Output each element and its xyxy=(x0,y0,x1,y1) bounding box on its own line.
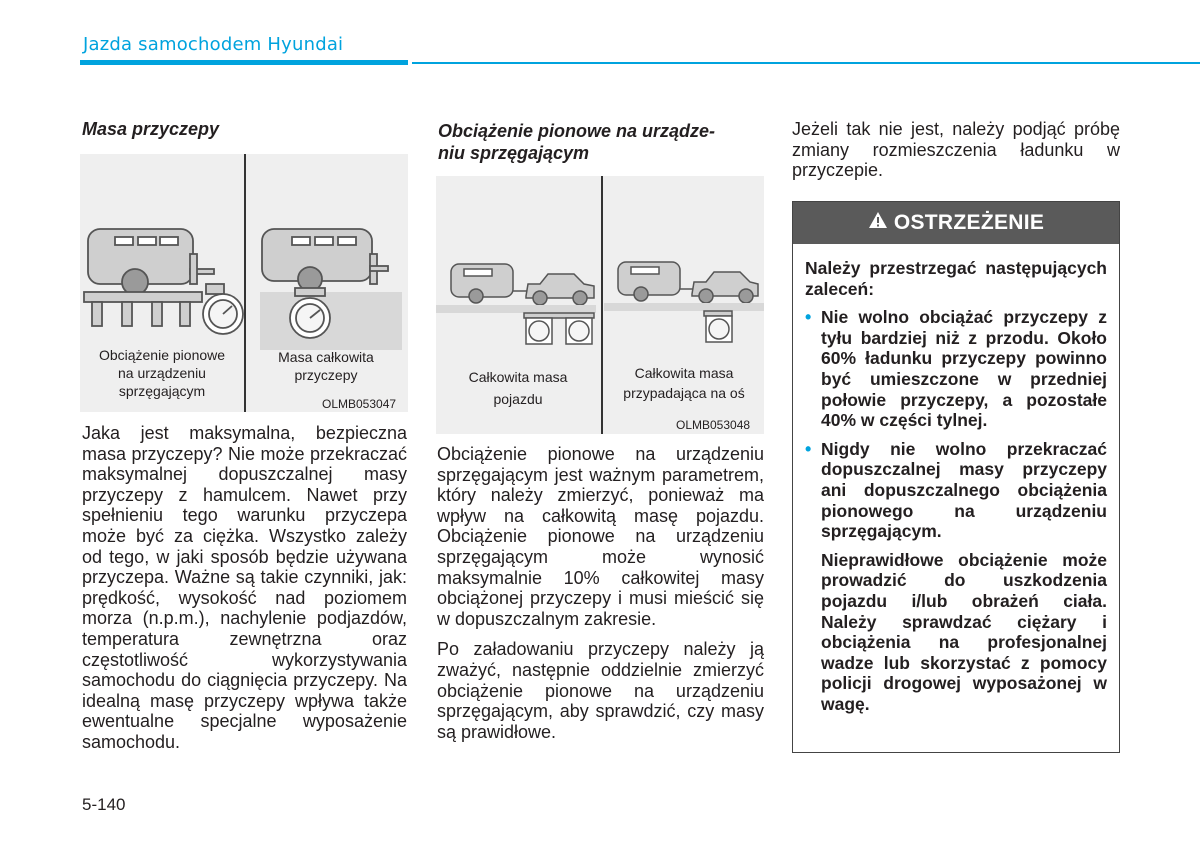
figure-code: OLMB053048 xyxy=(676,418,751,432)
warning-intro: Należy przestrzegać następujących zaleceń: xyxy=(805,258,1107,299)
section-heading-trailer-mass: Masa przyczepy xyxy=(82,119,220,139)
header-rule-thick xyxy=(80,60,408,65)
paragraph-tongue-load: Obciążenie pionowe na urządzeniu sprzęgającym jest ważnym parametrem, który należy zmierzyć, ponieważ ma wpływ na całkowitą masę pojazdu. Obciążenie pionowe na urządzeniu sprzęgającym może wynosić maksymalnie 10% całkowitej masy obciążonej przyczepy i musi mieścić się w dopuszczalnym zakresie. Po załadowaniu przyczepy należy ją zważyć, następnie oddzielnie zmierzyć obciążenie pionowe na urządzeniu sprzęgającym, aby sprawdzić, czy masy są prawidłowe. xyxy=(437,444,764,742)
figure-caption-left: Całkowita masa pojazdu xyxy=(468,369,568,407)
warning-box xyxy=(792,201,1120,753)
figure-caption-right: Masa całkowita przyczepy xyxy=(278,349,374,383)
running-header: Jazda samochodem Hyundai xyxy=(83,34,344,55)
header-rule-thin xyxy=(412,62,1200,64)
list-item: • Nie wolno obciążać przyczepy z tyłu bardziej niż z przodu. Około 60% ładunku przyczepy powinno być umieszczone w przedniej połowie przyczepy, a pozostałe 40% w części tylnej. xyxy=(805,307,1107,431)
warning-triangle-icon xyxy=(868,211,888,235)
figure-trailer-mass xyxy=(80,154,408,412)
list-item: • Nigdy nie wolno przekraczać dopuszczalnej masy przyczepy ani dopuszczalnego obciążenia pionowego na urządzeniu sprzęgającym. xyxy=(805,438,1107,542)
section-heading-tongue-load: Obciążenie pionowe na urządze- niu sprzęgającym xyxy=(438,121,716,163)
warning-header xyxy=(793,202,1119,244)
warning-title: OSTRZEŻENIE xyxy=(893,211,1045,234)
page-number: 5-140 xyxy=(82,795,126,814)
figure-caption-right: Całkowita masa przypadająca na oś xyxy=(623,365,745,401)
warning-list xyxy=(805,307,1107,542)
figure-code: OLMB053047 xyxy=(322,397,397,411)
warning-body xyxy=(793,244,1119,714)
paragraph-redistribute: Jeżeli tak nie jest, należy podjąć próbę zmiany rozmieszczenia ładunku w przyczepie. xyxy=(792,119,1120,181)
paragraph-trailer-mass: Jaka jest maksymalna, bezpieczna masa przyczepy? Nie może przekraczać maksymalnej dopuszczalnej masy przyczepy z hamulcem. Nawet przy spełnieniu tego warunku przyczepa może być za ciężka. Wszystko zależy od tego, w jaki sposób będzie używana przyczepa. Ważne są takie czynniki, jak: prędkość, wysokość nad poziomem morza (n.p.m.), nachylenie podjazdów, temperatura zewnętrzna oraz częstotliwość wykorzystywania samochodu do ciągnięcia przyczepy. Na idealną masę przyczepy wpływa także ewentualne specjalne wyposażenie samochodu. xyxy=(82,423,407,752)
figure-tongue-load xyxy=(436,176,764,434)
warning-followup: Nieprawidłowe obciążenie może prowadzić do uszkodzenia pojazdu i/lub obrażeń ciała. Należy sprawdzać ciężary i obciążenia na profesjonalnej wadze lub skorzystać z pomocy policji drogowej wyposażonej w wagę. xyxy=(821,549,1107,714)
figure-caption-left: Obciążenie pionowe na urządzeniu sprzęgającym xyxy=(98,347,226,399)
